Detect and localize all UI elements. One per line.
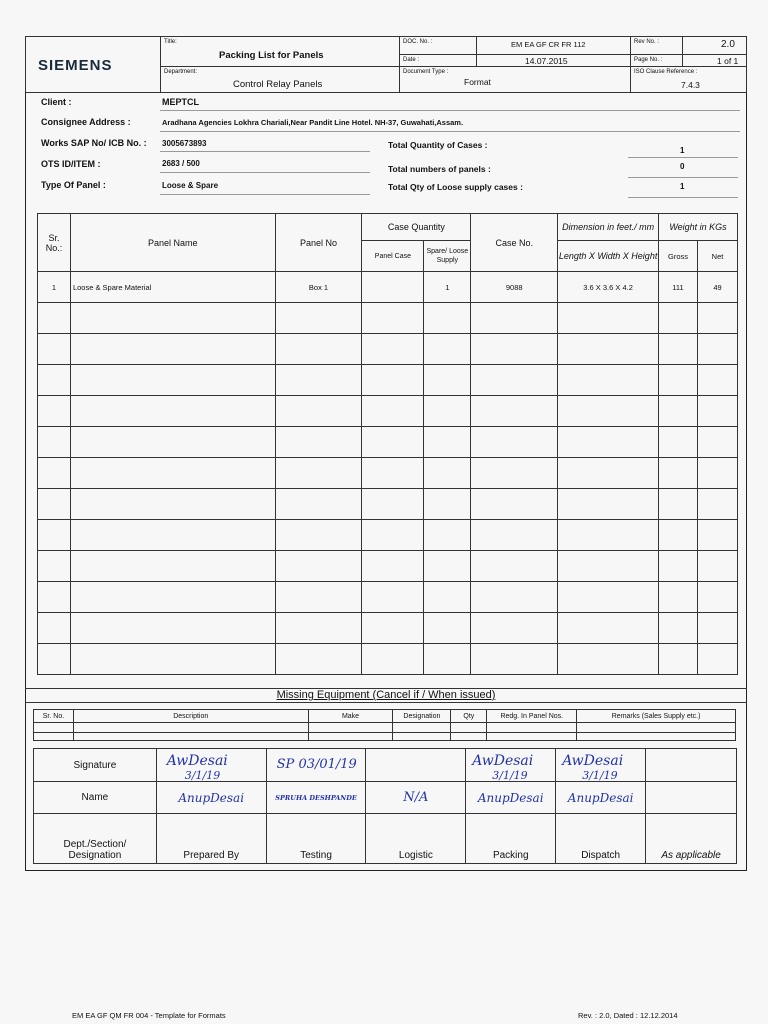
dispatch-name: AnupDesai xyxy=(556,782,646,814)
row-panel-name: Loose & Spare Material xyxy=(70,272,275,303)
signature-table xyxy=(33,748,737,864)
empty-table-row xyxy=(38,582,738,613)
footer-right: Rev. : 2.0, Dated : 12.12.2014 xyxy=(578,1011,678,1020)
header-panel-name: Panel Name xyxy=(70,214,275,272)
empty-table-row xyxy=(38,644,738,675)
row-panel-no: Box 1 xyxy=(275,272,362,303)
title-cell xyxy=(161,37,400,67)
header-weight: Weight in KGs xyxy=(659,214,738,241)
missing-header-sr: Sr. No. xyxy=(34,710,74,723)
empty-table-row xyxy=(38,458,738,489)
missing-header-qty: Qty xyxy=(451,710,487,723)
empty-table-row xyxy=(38,365,738,396)
empty-table-row xyxy=(38,551,738,582)
works-line xyxy=(160,151,370,152)
client-label: Client : xyxy=(41,97,72,107)
prepared-sig-date: 3/1/19 xyxy=(184,769,221,782)
title-label: Title: xyxy=(164,39,177,45)
packing-name: AnupDesai xyxy=(466,782,556,814)
page-no: 1 of 1 xyxy=(717,56,739,66)
testing-signature xyxy=(266,749,366,782)
table-row xyxy=(38,272,738,303)
empty-table-row xyxy=(38,334,738,365)
doc-type: Format xyxy=(464,77,491,87)
page-cell xyxy=(683,55,747,67)
page-no-label: Page No. : xyxy=(634,57,663,63)
header-net: Net xyxy=(697,241,737,272)
prepared-name: AnupDesai xyxy=(156,782,266,814)
works-value: 3005673893 xyxy=(162,139,207,148)
empty-rows xyxy=(38,303,738,675)
doc-date: 14.07.2015 xyxy=(525,56,568,66)
department-cell xyxy=(161,67,400,93)
missing-header-remarks: Remarks (Sales Supply etc.) xyxy=(577,710,736,723)
doc-no: EM EA GF CR FR 112 xyxy=(511,40,586,49)
doc-no-label: DOC. No. : xyxy=(403,39,433,45)
missing-divider-bottom xyxy=(25,702,747,703)
client-value: MEPTCL xyxy=(162,97,199,107)
rev-no: 2.0 xyxy=(721,39,735,50)
row-spare: 1 xyxy=(424,272,471,303)
missing-table xyxy=(33,709,736,741)
testing-name: SPRUHA DESHPANDE xyxy=(266,782,366,814)
prepared-sig-text: AwDesai xyxy=(166,753,228,769)
page-label-cell xyxy=(631,55,683,67)
date-cell xyxy=(477,55,631,67)
header-lwh: Length X Width X Height xyxy=(558,241,659,272)
packing-table xyxy=(37,213,738,675)
dept-label: Dept./Section/ Designation xyxy=(34,814,157,864)
consignee-line xyxy=(160,131,740,132)
empty-table-row xyxy=(38,303,738,334)
total-loose-line xyxy=(628,197,738,198)
doc-no-label-cell xyxy=(400,37,477,55)
total-cases-value: 1 xyxy=(680,146,685,155)
panel-type-line xyxy=(160,194,370,195)
dispatch-sig-date: 3/1/19 xyxy=(582,769,618,782)
row-case-no: 9088 xyxy=(471,272,558,303)
total-loose-value: 1 xyxy=(680,182,685,191)
testing-sig-text: SP 03/01/19 xyxy=(276,757,357,772)
document-title: Packing List for Panels xyxy=(219,50,324,61)
ots-label: OTS ID/ITEM : xyxy=(41,159,101,169)
empty-table-row xyxy=(38,427,738,458)
consignee-value: Aradhana Agencies Lokhra Chariali,Near Pandit Line Hotel. NH-37, Guwahati,Assam. xyxy=(162,118,464,127)
packing-sig-text: AwDesai xyxy=(472,753,534,769)
header-case-no: Case No. xyxy=(471,214,558,272)
empty-table-row xyxy=(38,489,738,520)
date-label-cell xyxy=(400,55,477,67)
ots-value: 2683 / 500 xyxy=(162,159,200,168)
panel-type-value: Loose & Spare xyxy=(162,181,219,190)
form-header xyxy=(25,36,747,92)
packing-signature xyxy=(466,749,556,782)
logistic-name: N/A xyxy=(366,782,466,814)
doc-no-cell xyxy=(477,37,631,55)
missing-header-designation: Designation xyxy=(393,710,451,723)
header-panel-case: Panel Case xyxy=(362,241,424,272)
row-dimension: 3.6 X 3.6 X 4.2 xyxy=(558,272,659,303)
prepared-by-label: Prepared By xyxy=(156,814,266,864)
prepared-signature xyxy=(156,749,266,782)
dispatch-signature xyxy=(556,749,646,782)
name-label: Name xyxy=(34,782,157,814)
header-gross: Gross xyxy=(659,241,698,272)
missing-header-desc: Description xyxy=(73,710,308,723)
doc-type-label: Document Type : xyxy=(403,69,449,75)
total-cases-label: Total Quantity of Cases : xyxy=(388,140,488,150)
as-applicable-label: As applicable xyxy=(646,814,737,864)
department-label: Department: xyxy=(164,69,198,75)
missing-title: Missing Equipment (Cancel if / When issued) xyxy=(276,689,496,701)
client-line xyxy=(160,110,740,111)
date-label: Date : xyxy=(403,57,420,63)
works-label: Works SAP No/ ICB No. : xyxy=(41,138,147,148)
rev-cell xyxy=(683,37,747,55)
ots-line xyxy=(160,172,370,173)
rev-no-label: Rev No. : xyxy=(634,39,660,45)
header-panel-no: Panel No xyxy=(275,214,362,272)
iso-label: ISO Clause Reference : xyxy=(634,69,698,75)
header-case-qty: Case Quantity xyxy=(362,214,471,241)
rev-label-cell xyxy=(631,37,683,55)
row-gross: 111 xyxy=(659,272,698,303)
header-dimension: Dimension in feet./ mm xyxy=(558,214,659,241)
header-spare: Spare/ Loose Supply xyxy=(424,241,471,272)
footer-left: EM EA GF QM FR 004 - Template for Formats xyxy=(72,1011,226,1020)
missing-header-reqd: Redg. In Panel Nos. xyxy=(487,710,577,723)
signature-label: Signature xyxy=(34,749,157,782)
row-net: 49 xyxy=(697,272,737,303)
testing-label: Testing xyxy=(266,814,366,864)
consignee-label: Consignee Address : xyxy=(41,117,131,127)
siemens-logo: SIEMENS xyxy=(38,57,113,74)
iso-cell xyxy=(631,67,747,93)
packing-label: Packing xyxy=(466,814,556,864)
logo-cell xyxy=(26,37,161,93)
total-loose-label: Total Qty of Loose supply cases : xyxy=(388,182,523,192)
packing-sig-date: 3/1/19 xyxy=(492,769,528,782)
empty-table-row xyxy=(38,613,738,644)
department: Control Relay Panels xyxy=(233,79,323,90)
row-panel-case xyxy=(362,272,424,303)
total-panels-line xyxy=(628,177,738,178)
doc-type-cell xyxy=(400,67,631,93)
empty-table-row xyxy=(38,396,738,427)
header-sr: Sr. No.: xyxy=(38,214,71,272)
dispatch-label: Dispatch xyxy=(556,814,646,864)
total-panels-label: Total numbers of panels : xyxy=(388,164,491,174)
panel-type-label: Type Of Panel : xyxy=(41,180,106,190)
total-cases-line xyxy=(628,157,738,158)
logistic-label: Logistic xyxy=(366,814,466,864)
empty-table-row xyxy=(38,520,738,551)
total-panels-value: 0 xyxy=(680,162,685,171)
iso-clause: 7.4.3 xyxy=(681,80,700,90)
dispatch-sig-text: AwDesai xyxy=(562,753,624,769)
missing-header-make: Make xyxy=(308,710,393,723)
row-sr: 1 xyxy=(38,272,71,303)
